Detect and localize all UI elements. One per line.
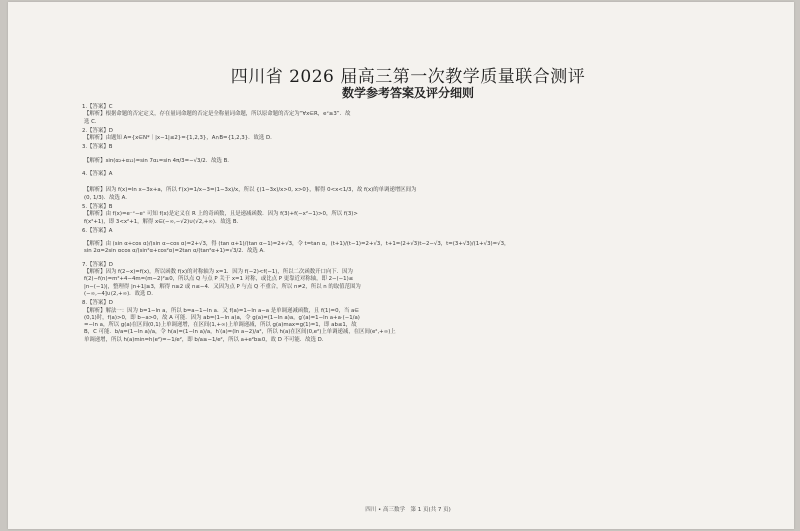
explanation-line: 【解析】解法一：因为 b=1−ln a，所以 b=a−1−ln a．又 f(a)=1−ln a−a 是单调递减函数，且 f(1)=0，当 a∈	[84, 307, 359, 314]
answer-sheet-page	[8, 2, 794, 529]
answer-item-1	[82, 104, 742, 126]
page-title: 四川省 2026 届高三第一次教学质量联合测评	[230, 67, 586, 87]
answer-label: 7.【答案】D	[82, 261, 113, 268]
explanation	[82, 111, 742, 126]
explanation-line: =−ln a，所以 g(a)在区间(0,1)上单调递增，在区间(1,+∞)上单调递减，所以 g(a)max=g(1)=1，即 ab≤1，故	[84, 322, 357, 329]
answer-label: 8.【答案】D	[82, 300, 113, 307]
page-footer: 四川 • 高三数学 第 1 页(共 7 页)	[365, 507, 451, 513]
explanation-line: |n−(−1)|，整理得 |n+1|≥3，解得 n≥2 或 n≤−4．又因为点 P 与点 Q 不重合，所以 n≠2，所以 n 的取值范围为	[84, 283, 361, 290]
answer-label: 6.【答案】A	[82, 227, 113, 234]
explanation-line: 单调递增，所以 h(a)min=h(e²)=−1/e²，即 b/a≥−1/e²，所以 a+e²b≥0，故 D 不可能．故选 D.	[84, 336, 324, 343]
page-subtitle: 数学参考答案及评分细则	[341, 86, 474, 100]
explanation-line: 【解析】因为 f(2−x)=f(x)，所以函数 f(x)的对称轴为 x=1．因为 f(−2)<f(−1)，所以二次函数开口向下．因为	[84, 269, 353, 276]
answer-label: 4.【答案】A	[82, 171, 113, 178]
explanation-line: 【解析】由 (sin α+cos α)/(sin α−cos α)=2+√3，得 (tan α+1)/(tan α−1)=2+√3，令 t=tan α，(t+1)/(t−1)=2+√3，t+1=(2+√3)t−2−√3，t=(3+√3)/(1+√3)=√3，	[84, 241, 510, 248]
explanation	[82, 158, 742, 165]
answer-label: 3.【答案】B	[82, 144, 113, 151]
explanation-line: 【解析】根据命题的否定定义，存在量词命题的否定是全称量词命题，所以原命题的否定为“∀x∈R，eˣ≥3”．故	[84, 111, 351, 118]
explanation	[82, 308, 742, 344]
explanation-line: (0, 1/3)．故选 A.	[84, 194, 127, 201]
explanation-line: (0,1)时，f(a)>0，即 b−a>0，故 A 可能．因为 ab=(1−ln a)a，令 g(a)=(1−ln a)a，g′(a)=1−ln a+a·(−1/a)	[84, 314, 360, 321]
explanation	[82, 135, 742, 142]
explanation-line: f(2)−f(n)=m²+4−4m=(m−2)²≥0，所以点 Q 与点 P 关于 x=1 对称，或比点 P 更靠近对称轴，即 2−(−1)≤	[84, 276, 354, 283]
answer-item-5	[82, 204, 742, 226]
explanation-line: B，C 可能．b/a=(1−ln a)/a，令 h(a)=(1−ln a)/a，h′(a)=(ln a−2)/a²，所以 h(a)在区间(0,e²)上单调递减，在区间(e²,+∞)上	[84, 329, 396, 336]
answer-item-3	[82, 144, 742, 165]
answer-label: 2.【答案】D	[82, 127, 113, 134]
answer-label: 5.【答案】B	[82, 203, 113, 210]
explanation-line: f(x²+1)，即 3<x²+1，解得 x∈(−∞,−√2)∪(√2,+∞)．故选 B.	[84, 218, 239, 225]
explanation-line: 【解析】sin(α₂+α₁₂)=sin 7α₁=sin 4π/3=−√3/2．故选 B.	[84, 157, 230, 164]
answer-list	[82, 102, 742, 344]
explanation	[82, 241, 742, 256]
answer-label: 1.【答案】C	[82, 104, 113, 110]
explanation-line: 选 C.	[84, 118, 97, 125]
explanation-line: 【解析】由题知 A={x∈N*｜|x−1|≤2}={1,2,3}，A∩B={1,2,3}．故选 D.	[84, 135, 272, 142]
answer-item-6	[82, 228, 742, 256]
answer-item-7	[82, 262, 742, 298]
explanation-line: 【解析】因为 f(x)=ln x−3x+a，所以 f′(x)=1/x−3=(1−3x)/x，所以 {(1−3x)/x>0, x>0}，解得 0<x<1/3，故 f(x)的单调递增区间为	[84, 187, 417, 194]
answer-item-8	[82, 300, 742, 344]
answer-item-4	[82, 171, 742, 202]
explanation	[82, 187, 742, 202]
explanation	[82, 269, 742, 298]
explanation-line: sin 2α=2sin αcos α/(sin²α+cos²α)=2tan α/(tan²α+1)=√3/2．故选 A.	[84, 248, 265, 255]
explanation-line: (−∞,−4]∪(2,+∞)．故选 D.	[84, 290, 153, 297]
answer-item-2	[82, 128, 742, 143]
explanation-line: 【解析】由 f(x)=e⁻ˣ−eˣ 可知 f(x)是定义在 R 上的奇函数，且是递减函数．因为 f(3)+f(−x²−1)>0，所以 f(3)>	[84, 211, 358, 218]
explanation	[82, 211, 742, 226]
